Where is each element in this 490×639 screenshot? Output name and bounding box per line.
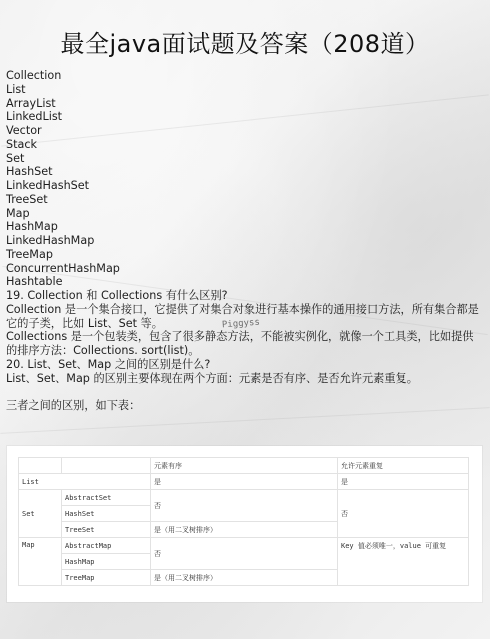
list-item: ArrayList [6,96,56,110]
answer-20: List、Set、Map 的区别主要体现在两个方面：元素是否有序、是否允许元素重复。 [6,371,418,385]
list-item: Collection [6,69,62,82]
spacer [6,385,484,399]
cell-set-ordered: 否 [151,490,338,522]
question-20: 20. List、Set、Map 之间的区别是什么? [6,357,211,371]
list-item: Hashtable [6,275,63,289]
cell-map-impl: TreeMap [62,570,151,586]
cell-list-ordered: 是 [151,474,338,490]
list-item: ConcurrentHashMap [6,261,120,275]
list-item: Stack [6,137,37,151]
page-title: 最全java面试题及答案（208道） [60,30,430,58]
cell-map-duplicates: Key 值必须唯一，value 可重复 [338,538,469,586]
cell-map-ordered: 否 [151,538,338,570]
list-item: HashMap [6,220,58,234]
list-item: Map [6,206,30,220]
table-intro: 三者之间的区别，如下表： [6,399,141,412]
list-item: HashSet [6,165,53,179]
cell-list-duplicates: 是 [338,474,469,490]
cell-treeset-ordered: 是（用二叉树排序） [151,522,338,538]
cell-map-impl: AbstractMap [62,538,151,554]
table-row-list [19,474,469,490]
comparison-table [18,457,469,586]
list-item: LinkedHashMap [6,234,95,247]
list-item: TreeSet [6,192,48,206]
row-label-map: Map [19,538,62,586]
table-row-set [19,490,469,506]
answer-19-collections: Collections 是一个包装类，包含了很多静态方法，不能被实例化，就像一个工具类，比如提供的排序方法：Collections. sort(list)。 [6,330,474,357]
cell-map-impl: HashMap [62,554,151,570]
list-item: List [6,82,26,96]
cell-set-impl: AbstractSet [62,490,151,506]
row-label-set: Set [19,490,62,538]
table-header-ordered: 元素有序 [151,458,338,474]
question-19: 19. Collection 和 Collections 有什么区别? [6,289,228,302]
table-header-row [19,458,469,474]
row-label-list: List [19,474,151,490]
list-item: LinkedList [6,110,63,124]
list-item: TreeMap [6,247,53,261]
list-item: Vector [6,124,42,137]
document-body [6,69,484,413]
answer-19-collection: Collection 是一个集合接口，它提供了对集合对象进行基本操作的通用接口方法，所有集合都是它的子类，比如 List、Set 等。 [6,302,479,330]
table-header-cell [62,458,151,474]
cell-set-duplicates: 否 [338,490,469,538]
comparison-table-panel [7,446,482,602]
cell-set-impl: HashSet [62,506,151,522]
table-row-map [19,538,469,554]
cell-set-impl: TreeSet [62,522,151,538]
list-item: Set [6,151,25,165]
watermark-stamp: Piggyss [221,317,261,331]
table-header-duplicates: 允许元素重复 [338,458,469,474]
list-item: LinkedHashSet [6,179,90,192]
cell-treemap-ordered: 是（用二叉树排序） [151,570,338,586]
table-header-cell [19,458,62,474]
